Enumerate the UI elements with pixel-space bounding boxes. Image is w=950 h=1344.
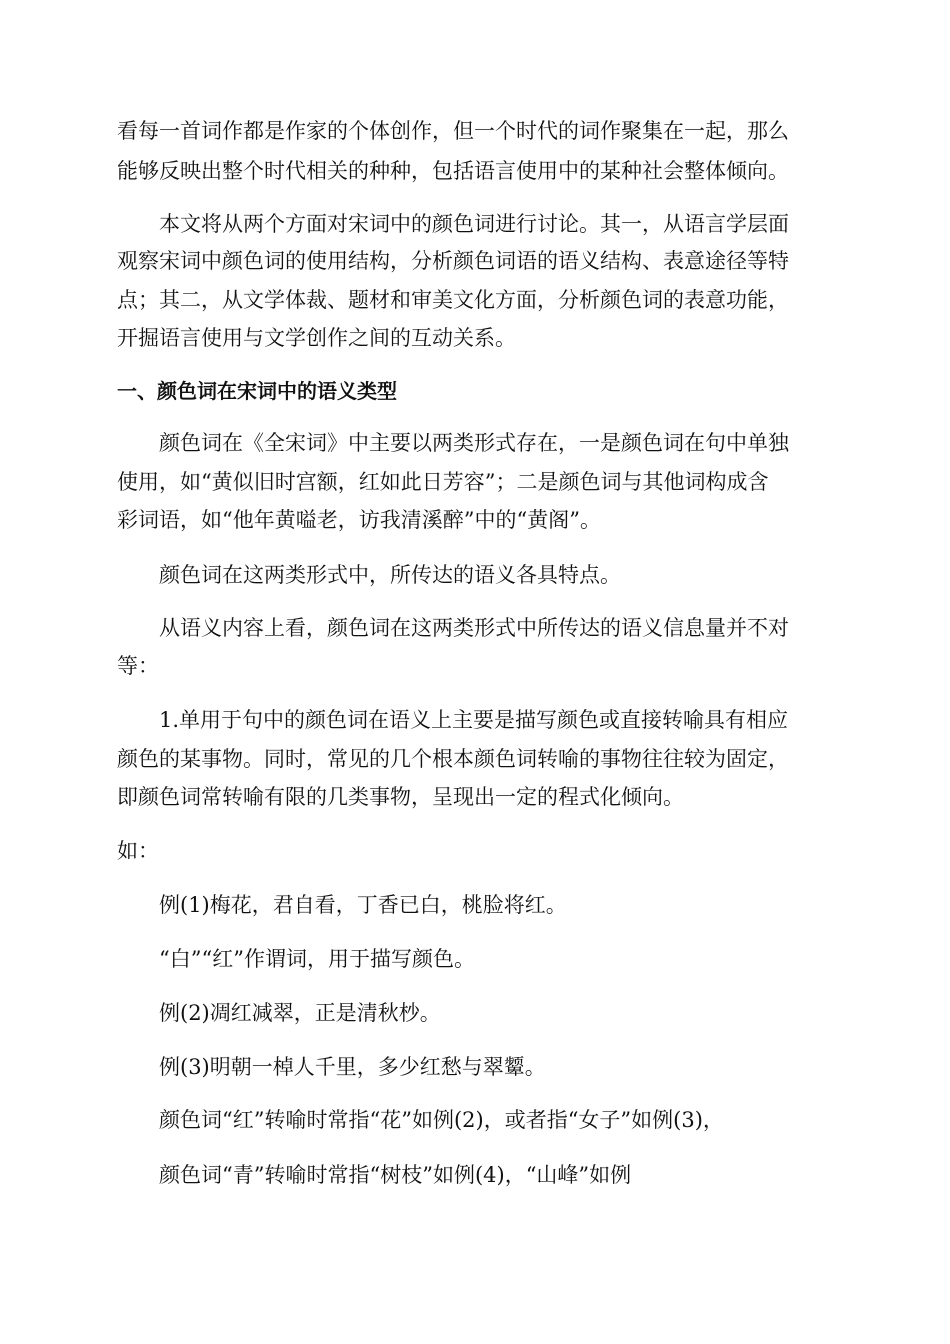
note-red: 颜色词“红”转喻时常指“花”如例(2)，或者指“女子”如例(3)， xyxy=(159,1108,724,1132)
content-line-2: 等： xyxy=(117,654,159,678)
section-heading: 一、颜色词在宋词中的语义类型 xyxy=(117,379,397,403)
example-2: 例(2)凋红减翠，正是清秋杪。 xyxy=(159,1001,441,1025)
plan-line-2: 观察宋词中颜色词的使用结构，分析颜色词语的语义结构、表意途径等特 xyxy=(117,249,789,273)
plan-line-3: 点；其二，从文学体裁、题材和审美文化方面，分析颜色词的表意功能， xyxy=(117,288,789,312)
example-1: 例(1)梅花，君自看，丁香已白，桃脸将红。 xyxy=(159,893,567,917)
plan-line-4: 开掘语言使用与文学创作之间的互动关系。 xyxy=(117,326,516,350)
forms-line-3: 彩词语，如“他年黄嗌老，访我清溪醉”中的“黄阁”。 xyxy=(117,508,601,532)
forms-line-2: 使用，如“黄似旧时宫额，红如此日芳容”；二是颜色词与其他词构成含 xyxy=(117,470,769,494)
note-green: 颜色词“青”转喻时常指“树枝”如例(4)，“山峰”如例 xyxy=(159,1163,632,1187)
plan-line-1: 本文将从两个方面对宋词中的颜色词进行讨论。其一，从语言学层面 xyxy=(159,212,789,236)
example-3: 例(3)明朝一棹人千里，多少红愁与翠颦。 xyxy=(159,1055,546,1079)
semantics-sentence: 颜色词在这两类形式中，所传达的语义各具特点。 xyxy=(159,563,621,587)
example-1-note: “白”“红”作谓词，用于描写颜色。 xyxy=(159,947,475,971)
content-line-1: 从语义内容上看，颜色词在这两类形式中所传达的语义信息量并不对 xyxy=(159,616,789,640)
point-one-line-2: 颜色的某事物。同时，常见的几个根本颜色词转喻的事物往往较为固定， xyxy=(117,747,789,771)
intro-line-1: 看每一首词作都是作家的个体创作，但一个时代的词作聚集在一起，那么 xyxy=(117,119,789,143)
intro-line-2: 能够反映出整个时代相关的种种，包括语言使用中的某种社会整体倾向。 xyxy=(117,159,789,183)
point-one-line-3: 即颜色词常转喻有限的几类事物，呈现出一定的程式化倾向。 xyxy=(117,785,684,809)
forms-line-1: 颜色词在《全宋词》中主要以两类形式存在，一是颜色词在句中单独 xyxy=(159,431,789,455)
ru-label: 如： xyxy=(117,839,159,863)
point-one-line-1: 1.单用于句中的颜色词在语义上主要是描写颜色或直接转喻具有相应 xyxy=(159,708,789,732)
